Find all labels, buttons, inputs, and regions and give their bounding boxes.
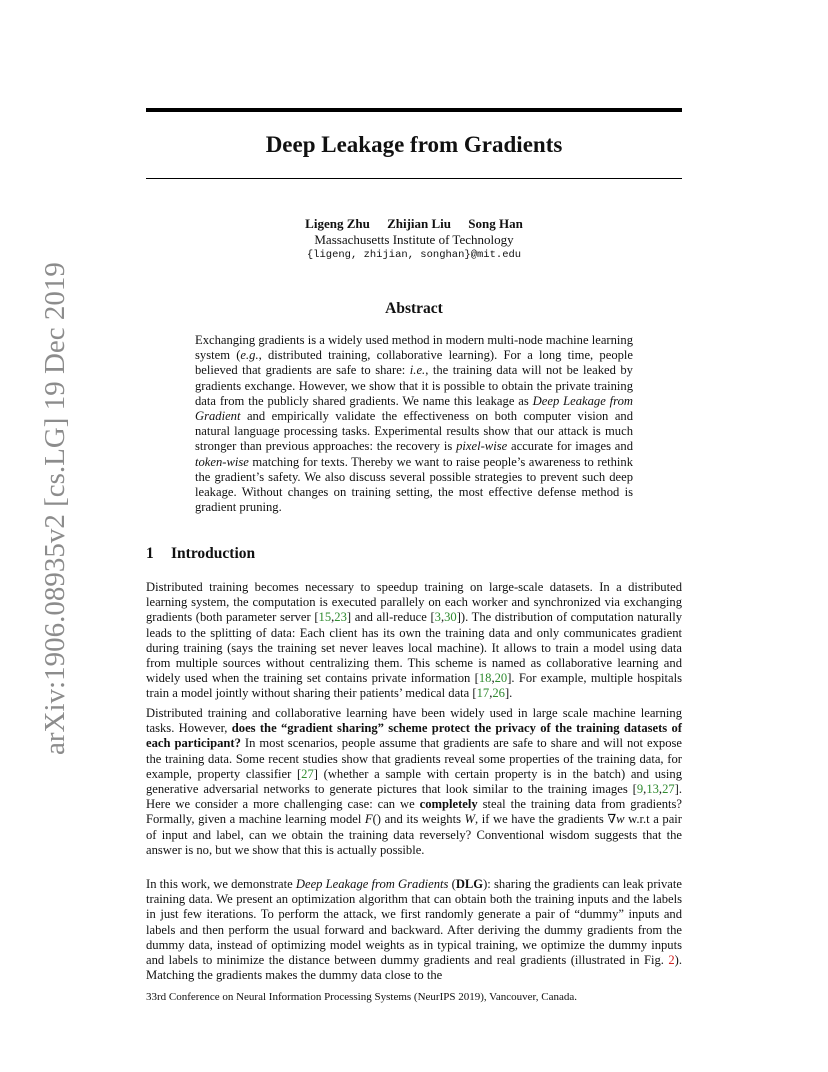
author-list: [146, 216, 682, 232]
author-email: {ligeng, zhijian, songhan}@mit.edu: [306, 249, 522, 261]
author-name: Ligeng Zhu: [305, 216, 370, 231]
citation-link[interactable]: 17: [476, 686, 490, 701]
author-name: Zhijian Liu: [387, 216, 452, 231]
citation-link[interactable]: 26: [492, 686, 505, 701]
title-rule-bottom: [146, 178, 682, 179]
intro-paragraph-1: Distributed training becomes necessary to speedup training on large-scale datasets. In a distributed learning system, the computation is executed parallely on each worker and synchronized via exchanging gradients (both parameter server [15,23] and all-reduce [3,30]). The distribution of computation naturally leads to the splitting of data: Each client has its own the training data and only communicates gradient during training (says the training set never leaves local machine). It allows to train a model using data from multiple sources without centralizing them. This scheme is named as collaborative learning and widely used when the training set contains private information [18,20]. For example, multiple hospitals train a model jointly without sharing their patients’ medical data [17,26].: [146, 580, 683, 701]
citation-link[interactable]: 27: [662, 782, 675, 797]
conference-footnote: 33rd Conference on Neural Information Processing Systems (NeurIPS 2019), Vancouver, Canada.: [146, 991, 578, 1003]
citation-link[interactable]: 9: [636, 782, 644, 797]
citation-link[interactable]: 30: [444, 610, 457, 625]
figure-reference-link[interactable]: 2: [668, 953, 675, 968]
arxiv-identifier: arXiv:1906.08935v2 [cs.LG] 19 Dec 2019: [39, 262, 71, 755]
section-title: Introduction: [171, 545, 256, 562]
abstract-body: Exchanging gradients is a widely used method in modern multi-node machine learning system (e.g., distributed training, collaborative learning). For a long time, people believed that gradients are safe to share: i.e., the training data will not be leaked by gradients exchange. However, we show that it is possible to obtain the private training data from the publicly shared gradients. We name this leakage as Deep Leakage from Gradient and empirically validate the effectiveness on both computer vision and natural language processing tasks. Experimental results show that our attack is much stronger than previous approaches: the recovery is pixel-wise accurate for images and token-wise matching for texts. Thereby we want to raise people’s awareness to rethink the gradient’s safety. We also discuss several possible strategies to prevent such deep leakage. Without changes on training setting, the most effective defense method is gradient pruning.: [195, 333, 633, 515]
abstract-heading: Abstract: [385, 300, 443, 317]
citation-link[interactable]: 13: [646, 782, 659, 797]
citation-link[interactable]: 15: [318, 610, 332, 625]
citation-link[interactable]: 23: [334, 610, 347, 625]
section-number: 1: [146, 545, 154, 562]
intro-paragraph-2: Distributed training and collaborative learning have been widely used in large scale machine learning tasks. However, does the “gradient sharing” scheme protect the privacy of the training datasets of each participant? In most scenarios, people assume that gradients are safe to share and will not expose the training data. Some recent studies show that gradients reveal some properties of the training data, for example, property classifier [27] (whether a sample with certain property is in the batch) and using generative adversarial networks to generate pictures that look similar to the training images [9,13,27]. Here we consider a more challenging case: can we completely steal the training data from gradients? Formally, given a machine learning model F() and its weights W, if we have the gradients ∇w w.r.t a pair of input and label, can we obtain the training data reversely? Conventional wisdom suggests that the answer is no, but we show that this is actually possible.: [146, 706, 683, 857]
paper-title: Deep Leakage from Gradients: [265, 132, 563, 157]
title-rule-top: [146, 108, 682, 112]
citation-link[interactable]: 3: [434, 610, 441, 625]
citation-link[interactable]: 27: [301, 766, 314, 781]
author-name: Song Han: [468, 216, 523, 231]
citation-link[interactable]: 18: [478, 671, 492, 686]
intro-paragraph-3: In this work, we demonstrate Deep Leakage from Gradients (DLG): sharing the gradients can leak private training data. We present an optimization algorithm that can obtain both the training inputs and the labels in just few iterations. To perform the attack, we first randomly generate a pair of “dummy” inputs and labels and then perform the usual forward and backward. After deriving the dummy gradients from the dummy data, instead of optimizing model weights as in typical training, we optimize the dummy inputs and labels to minimize the distance between dummy gradients and real gradients (illustrated in Fig. 2). Matching the gradients makes the dummy data close to the: [146, 877, 682, 983]
citation-link[interactable]: 20: [494, 671, 508, 686]
arxiv-sidebar: [18, 262, 71, 755]
section-heading-introduction: [146, 544, 682, 564]
affiliation: Massachusetts Institute of Technology: [314, 232, 514, 247]
